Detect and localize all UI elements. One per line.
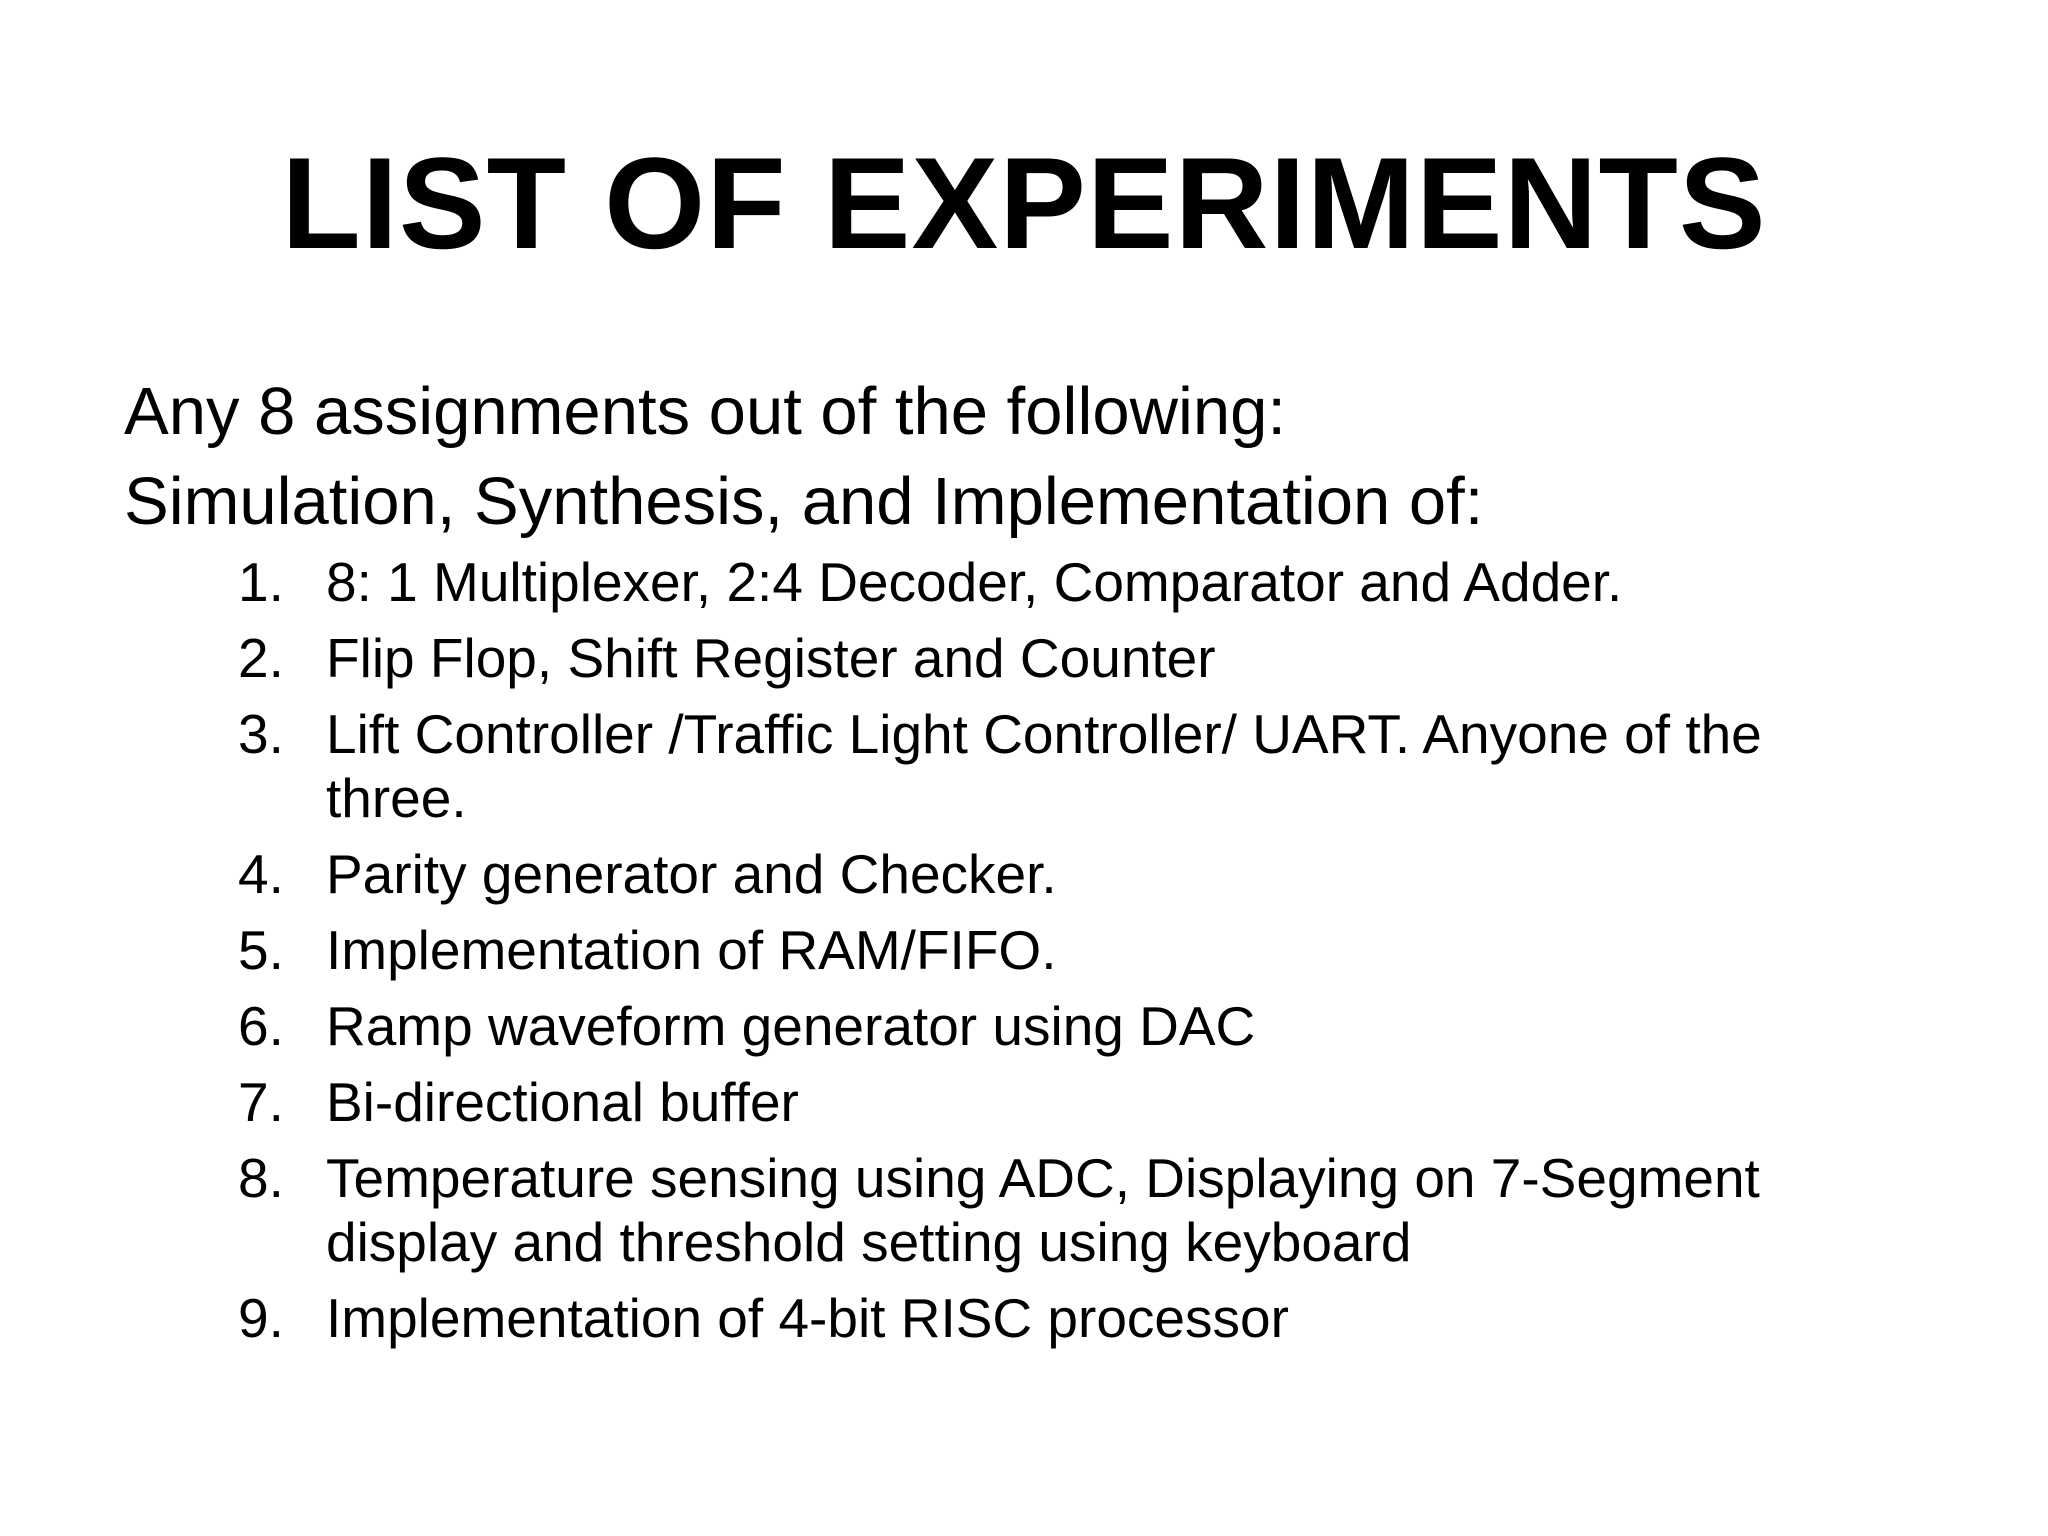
- list-item: [238, 550, 1878, 614]
- list-item-number: 5.: [238, 919, 284, 981]
- list-item-text: Lift Controller /Traffic Light Controller/ UART. Anyone of the three.: [326, 703, 1762, 829]
- list-item-number: 1.: [238, 551, 284, 613]
- list-item: [238, 626, 1878, 690]
- list-item-number: 8.: [238, 1147, 284, 1209]
- list-item-text: Ramp waveform generator using DAC: [326, 995, 1256, 1057]
- list-item-number: 9.: [238, 1287, 284, 1349]
- intro-line-assignments: Any 8 assignments out of the following:: [124, 374, 1286, 449]
- list-item-text: Parity generator and Checker.: [326, 843, 1057, 905]
- list-item: [238, 842, 1878, 906]
- list-item-text: Implementation of RAM/FIFO.: [326, 919, 1057, 981]
- list-item: [238, 1146, 1878, 1274]
- list-item-number: 6.: [238, 995, 284, 1057]
- list-item: [238, 1070, 1878, 1134]
- experiment-list: [238, 550, 1878, 1362]
- list-item-text: 8: 1 Multiplexer, 2:4 Decoder, Comparator and Adder.: [326, 551, 1623, 613]
- list-item-number: 2.: [238, 627, 284, 689]
- list-item-text: Bi-directional buffer: [326, 1071, 799, 1133]
- list-item: [238, 918, 1878, 982]
- intro-line-simulation: Simulation, Synthesis, and Implementation of:: [124, 464, 1484, 539]
- list-item: [238, 994, 1878, 1058]
- list-item: [238, 702, 1878, 830]
- list-item-number: 3.: [238, 703, 284, 765]
- list-item: [238, 1286, 1878, 1350]
- list-item-text: Implementation of 4-bit RISC processor: [326, 1287, 1289, 1349]
- list-item-text: Flip Flop, Shift Register and Counter: [326, 627, 1216, 689]
- list-item-number: 4.: [238, 843, 284, 905]
- list-item-text: Temperature sensing using ADC, Displaying on 7-Segment display and threshold setting using keyboard: [326, 1147, 1760, 1273]
- list-item-number: 7.: [238, 1071, 284, 1133]
- slide-title: LIST OF EXPERIMENTS: [281, 130, 1767, 276]
